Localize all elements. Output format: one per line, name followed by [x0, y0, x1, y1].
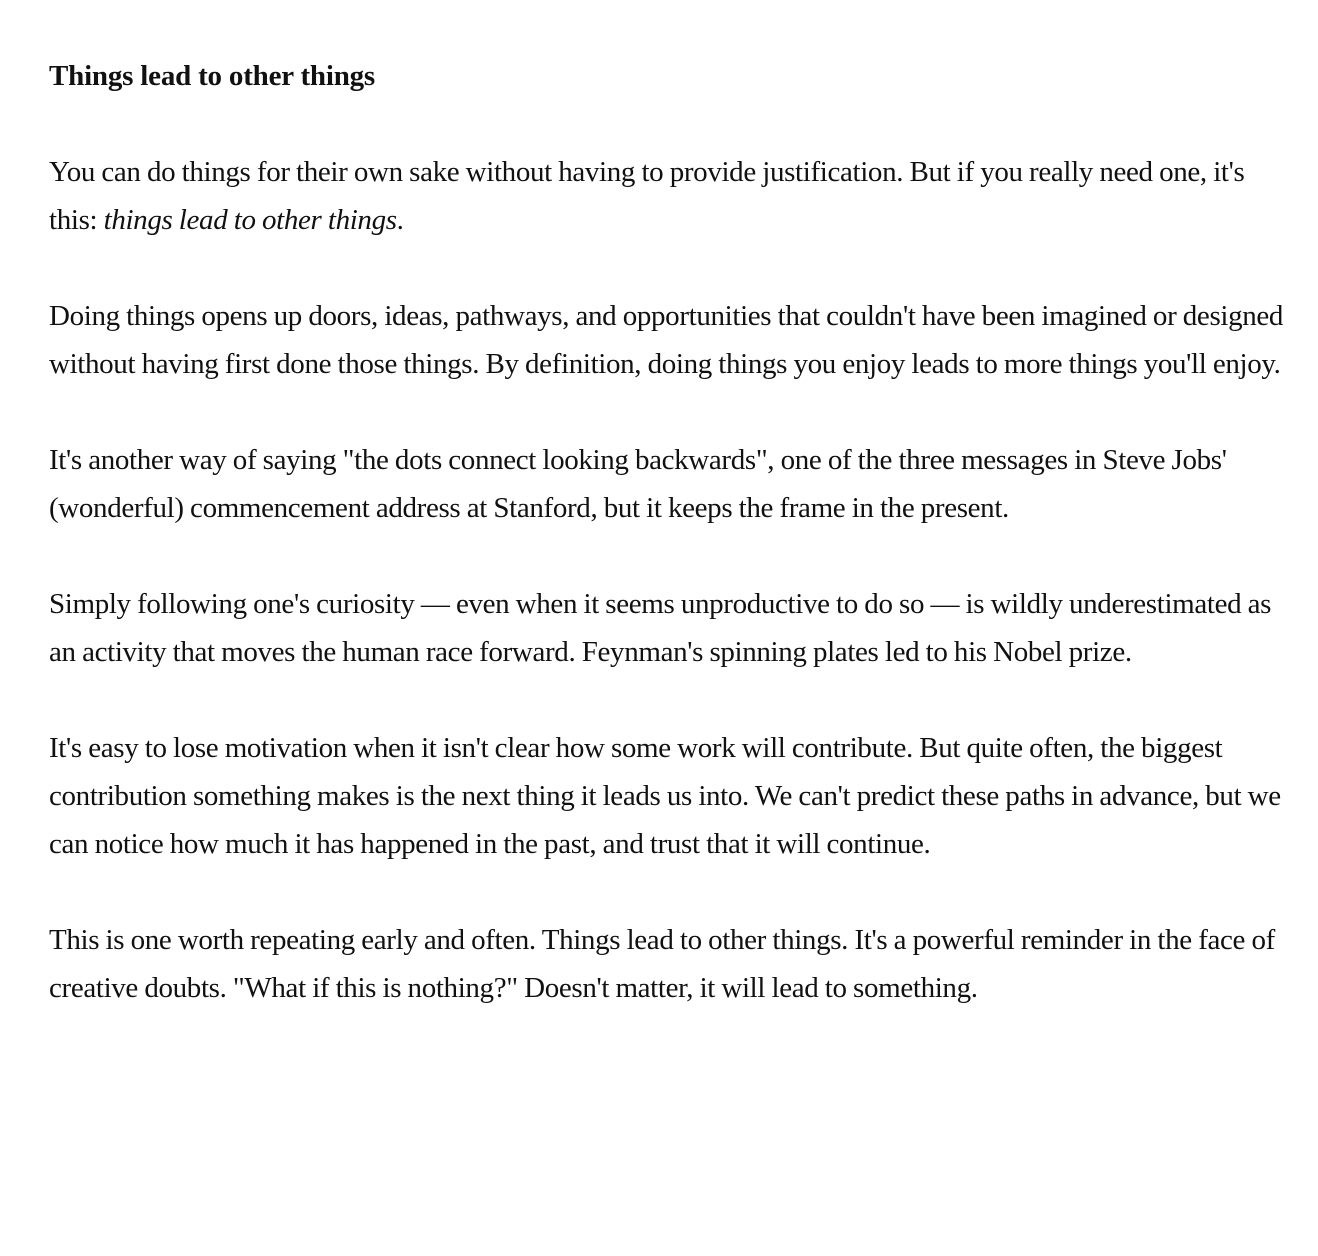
paragraph-1-end: .: [396, 204, 404, 236]
paragraph-1: [49, 148, 1289, 244]
paragraph-1-text: You can do things for their own sake without having to provide justification. But if you really need one, it's this:: [49, 156, 1245, 236]
paragraph-3: It's another way of saying "the dots connect looking backwards", one of the three messages in Steve Jobs' (wonderful) commencement address at Stanford, but it keeps the frame in the present.: [49, 444, 1227, 524]
paragraph-2: Doing things opens up doors, ideas, pathways, and opportunities that couldn't have been imagined or designed without having first done those things. By definition, doing things you enjoy leads to more things you'll enjoy.: [49, 300, 1284, 380]
article: [49, 52, 1289, 1012]
paragraph-5: It's easy to lose motivation when it isn't clear how some work will contribute. But quite often, the biggest contribution something makes is the next thing it leads us into. We can't predict these paths in advance, but we can notice how much it has happened in the past, and trust that it will continue.: [49, 732, 1281, 860]
paragraph-1-emphasis: things lead to other things: [103, 204, 397, 236]
paragraph-6: This is one worth repeating early and often. Things lead to other things. It's a powerful reminder in the face of creative doubts. "What if this is nothing?" Doesn't matter, it will lead to something.: [49, 924, 1275, 1004]
article-title: Things lead to other things: [49, 60, 376, 92]
paragraph-4: Simply following one's curiosity — even when it seems unproductive to do so — is wildly underestimated as an activity that moves the human race forward. Feynman's spinning plates led to his Nobel prize.: [49, 588, 1272, 668]
